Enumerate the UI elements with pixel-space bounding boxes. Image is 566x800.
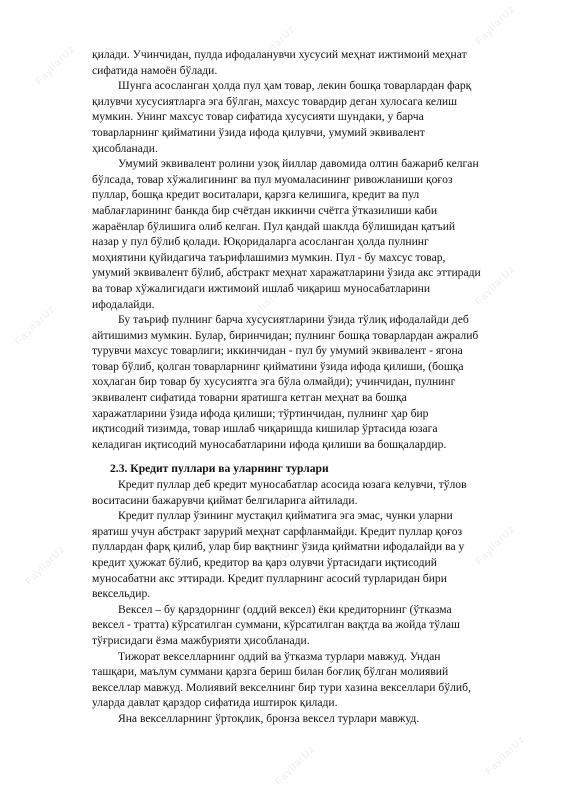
watermark: FayllarUz: [473, 263, 518, 308]
watermark: FayllarUz: [473, 523, 518, 568]
paragraph: Кредит пуллар ўзининг мустақил қийматига эга эмас, чунки уларни яратиш учун абстракт зарурий меҳнат сарфланмайди. Кредит пуллар қоғоз пуллардан фарқ қилиб, улар бир вақтнинг ўзида қийматни ифодалайди ва у кредит ҳужжат бўлиб, кредитор ва қарз олувчи ўртасидаги иқтисодий муносабатни акс эттиради. Кредит пулларнинг асосий турларидан бири вексельдир.: [92, 509, 465, 601]
section-heading: 2.3. Кредит пуллари ва уларнинг турлари: [110, 462, 329, 476]
watermark: FayllarUz: [473, 3, 518, 48]
watermark: FayllarUz: [23, 543, 68, 588]
watermark: FayllarUz: [483, 733, 528, 778]
paragraph: Яна векселларнинг ўртоқлик, бронза вексел турлари мавжуд.: [118, 711, 420, 725]
watermark: FayllarUz: [273, 743, 318, 788]
document-page: [92, 47, 502, 727]
watermark: FayllarUz: [253, 23, 298, 68]
paragraph: Кредит пуллар деб кредит муносабатлар асосида юзага келувчи, тўлов воситасини бажарувчи қиймат белгиларига айтилади.: [92, 478, 467, 507]
paragraph: Шунга асосланган ҳолда пул ҳам товар, лекин бошқа товарлардан фарқ қилувчи хусусиятларга эга бўлган, махсус товардир деган хулосага келиш мумкин. Унинг махсус товар сифатида хусусияти шундаки, у барча товарларнинг қийматини ўзида ифода қилувчи, умумий эквивалент ҳисобланади.: [92, 79, 472, 155]
watermark: FayllarUz: [33, 43, 78, 88]
paragraph: Умумий эквивалент ролини узоқ йиллар давомида олтин бажариб келган бўлсада, товар хўжалигининг ва пул муомаласининг ривожланиши қоғоз пуллар, бошқа кредит воситалари, қарзга келишига, кредит ва пул маблағларининг банкда бир счётдан иккинчи счётга ўтказилиши каби жараёнлар бўлишига олиб келган. Пул қандай шаклда бўлишидан қатъий назар у пул бўлиб қолади. Юқоридаларга асосланган ҳолда пулнинг моҳиятини қуйидагича таърифлашимиз мумкин. Пул - бу махсус товар, умумий эквивалент бўлиб, абстракт меҳнат харажатларини ўзида акс эттиради ва товар хўжалигидаги ижтимоий ишлаб чиқариш муносабатларини ифодалайди.: [92, 157, 481, 311]
watermark: FayllarUz: [253, 543, 298, 588]
paragraph: Вексел – бу қарздорнинг (оддий вексел) ёки кредиторнинг (ўтказма вексел - тратта) кўрсатилган суммани, кўрсатилган вақтда ва жойда тўлаш тўғрисидаги ёзма мажбурияти ҳисобланади.: [92, 602, 460, 647]
paragraph: Бу таъриф пулнинг барча хусусиятларини ўзида тўлиқ ифодалайди деб айтишимиз мумкин. Булар, биринчидан; пулнинг бошқа товарлардан ажралиб турувчи махсус товарлиги; иккинчидан - пул бу умумий эквивалент - ягона товар бўлиб, қолган товарларнинг қийматини ўзида ифода қилиши, (бошқа хоҳлаган бир товар бу хусусиятга эга бўла олмайди); учинчидан, пулнинг эквивалент сифатида товарни яратишга кетган меҳнат ва бошқа харажатларини ўзида ифода қилиши; тўртинчидан, пулнинг ҳар бир иқтисодий тизимда, товар ишлаб чиқаришда кишилар ўртасида юзага келадиган иқтисодий муносабатларини ифода қилиши ва бошқалардир.: [92, 313, 479, 451]
watermark: FayllarUz: [243, 283, 288, 328]
paragraph: Тижорат векселларнинг оддий ва ўтказма турлари мавжуд. Ундан ташқари, маълум суммани қарзга бериш билан боғлиқ бўлган молиявий векселлар мавжуд. Молиявий векселнинг бир тури хазина векселлари бўлиб, уларда давлат қарздор сифатида иштирок қилади.: [92, 649, 471, 710]
watermark: FayllarUz: [13, 303, 58, 348]
paragraph: қилади. Учинчидан, пулда ифодаланувчи хусусий меҳнат ижтимоий меҳнат сифатида намоён бўлади.: [92, 48, 467, 77]
